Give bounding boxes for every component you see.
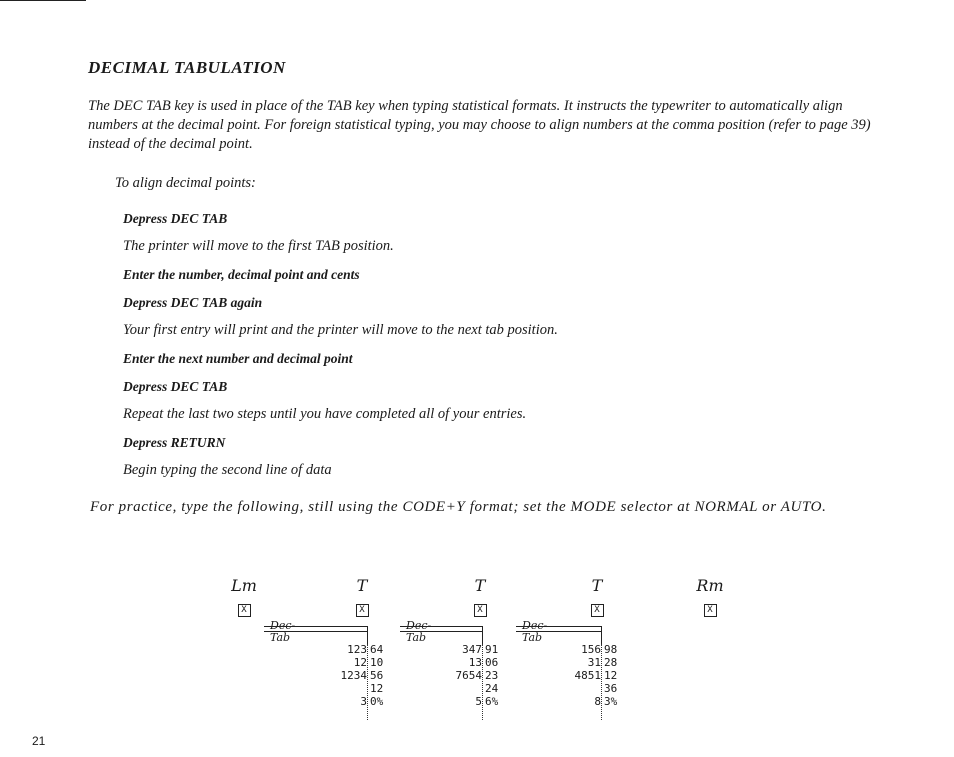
decimal-guide-line — [482, 644, 483, 720]
tab-marker-3 — [567, 577, 627, 617]
tab-marker-2 — [450, 577, 510, 617]
step-8: Repeat the last two steps until you have completed all of your entries. — [123, 406, 527, 422]
practice-instruction: For practice, type the following, still using the CODE+Y format; set the MODE selector at NORMAL or AUTO. — [90, 499, 827, 515]
step-4: Depress DEC TAB again — [123, 295, 263, 310]
page-number: 21 — [32, 734, 46, 748]
marker-code: T — [591, 576, 603, 595]
marker-box: X — [474, 604, 487, 617]
marker-code: T — [474, 576, 486, 595]
marker-box: X — [591, 604, 604, 617]
step-3: Enter the number, decimal point and cents — [123, 267, 360, 282]
marker-code: T — [356, 576, 368, 595]
decimal-guide-line — [367, 644, 368, 720]
section-heading: DECIMAL TABULATION — [88, 58, 286, 77]
step-5: Your first entry will print and the printer will move to the next tab position. — [123, 322, 558, 338]
marker-code: Lm — [231, 576, 257, 595]
steps-lead: To align decimal points: — [115, 175, 256, 191]
dec-tab-label: Dec-Tab — [270, 619, 296, 644]
left-margin-marker — [214, 577, 274, 617]
steps-list — [123, 210, 823, 490]
marker-box: X — [356, 604, 369, 617]
step-6: Enter the next number and decimal point — [123, 351, 353, 366]
step-9: Depress RETURN — [123, 435, 226, 450]
marker-box: X — [238, 604, 251, 617]
right-margin-marker — [680, 577, 740, 617]
tab-marker-1 — [332, 577, 392, 617]
dec-tab-label: Dec-Tab — [522, 619, 548, 644]
step-7: Depress DEC TAB — [123, 379, 228, 394]
top-rule — [0, 0, 86, 1]
dec-tab-label: Dec-Tab — [406, 619, 432, 644]
intro-paragraph: The DEC TAB key is used in place of the TAB key when typing statistical formats. It instructs the typewriter to automatically align numbers at the decimal point. For foreign statistical typing, you may choose to align numbers at the comma position (refer to page 39) instead of the decimal point. — [88, 98, 871, 152]
step-10: Begin typing the second line of data — [123, 462, 332, 478]
step-1: Depress DEC TAB — [123, 211, 228, 226]
marker-box: X — [704, 604, 717, 617]
step-2: The printer will move to the first TAB position. — [123, 238, 394, 254]
marker-code: Rm — [696, 576, 724, 595]
decimal-guide-line — [601, 644, 602, 720]
